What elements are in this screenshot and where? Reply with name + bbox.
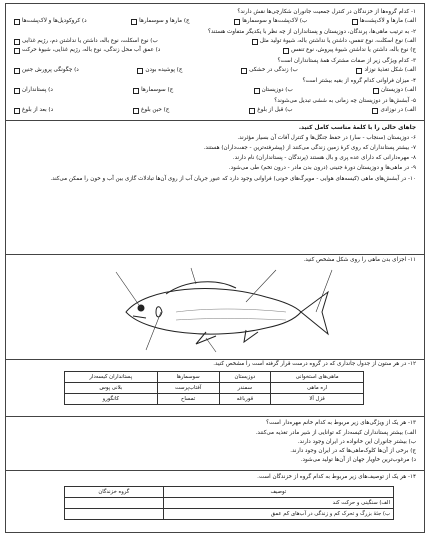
q2-option-b[interactable]: ب) نوع اسکلت، نوع باله، داشتن یا نداشتن دم، رژیم غذایی xyxy=(14,38,158,45)
table-header: توصیف xyxy=(163,487,393,498)
checkbox[interactable] xyxy=(137,68,143,74)
q13-item: ج) برخی از آن‌ها کلوک‌ماهی‌ها که در ایران وجود دارند. xyxy=(290,448,416,454)
reptile-description-table xyxy=(64,486,394,520)
q13-item: د) مرغوب‌ترین خاویار جهان از آن‌ها تولید می‌شود. xyxy=(300,457,416,463)
table-row xyxy=(65,509,394,520)
checkbox[interactable] xyxy=(241,68,247,74)
question-5-options xyxy=(14,107,416,114)
checkbox[interactable] xyxy=(249,108,255,114)
table-cell[interactable]: آفتاب‌پرست xyxy=(157,383,219,394)
table-cell: الف) سنگینی و حرکت کند xyxy=(163,498,393,509)
checkbox[interactable] xyxy=(14,108,20,114)
q4-option-b[interactable]: ب) دوزیستان xyxy=(254,87,293,94)
fill-item: ۱۰- در آبشش‌های ماهی (کیسه‌های هوایی - مویرگ‌های خونی) فراوانی وجود دارد که عبور جریان آب از روی آن‌ها تبادلات گازی بین آب و خون را ممکن می‌کند. xyxy=(50,176,416,182)
checkbox[interactable] xyxy=(14,88,20,94)
table-cell: ب) جثهٔ بزرگ و تحرک کم و زندگی در آب‌های کم عمق xyxy=(163,509,393,520)
q2-option-c[interactable]: ج) نوع باله، داشتن یا نداشتن شیوهٔ پیروش، نوع تنفس xyxy=(283,47,416,54)
q3-option-d[interactable]: د) چگونگی پرورش جنین xyxy=(14,67,79,74)
table-header: ماهی‌های استخوانی xyxy=(271,372,364,383)
answer-cell[interactable] xyxy=(65,509,164,520)
question-2-options-row2 xyxy=(14,47,416,54)
divider xyxy=(6,359,424,360)
question-1: ۱- کدام گروه‌ها از خزندگان در کنترل جمعیت جانوران شکارچی‌ها نقش دارند؟ xyxy=(237,9,416,15)
question-3: ۳- کدام ویژگی زیر از صفات مشترک همهٔ پستانداران است؟ xyxy=(277,58,416,64)
checkbox[interactable] xyxy=(352,19,358,25)
fill-item: ۷- بیشتر پستانداران که روی کرهٔ زمین زندگی می‌کنند از (پیشرفته‌ترین - جفت‌داران) هستند. xyxy=(203,145,416,151)
checkbox[interactable] xyxy=(356,68,362,74)
q1-option-c[interactable]: ج) مارها و سوسمارها xyxy=(131,18,189,25)
checkbox[interactable] xyxy=(254,88,260,94)
table-cell[interactable]: قورباغه xyxy=(219,394,271,405)
q2-option-a[interactable]: الف) نوع اسکلت، نوع تنفس، داشتن یا نداشتن باله، شیوهٔ تولید مثل xyxy=(252,38,416,45)
fish-diagram xyxy=(96,262,336,354)
question-3-options xyxy=(14,67,416,74)
question-2-options-row1 xyxy=(14,38,416,45)
table-header: دوزیستان xyxy=(219,372,271,383)
section-title-fill-blanks: جاهای خالی را با کلمهٔ مناسب کامل کنید. xyxy=(298,125,416,131)
q4-option-d[interactable]: د) پستانداران xyxy=(14,87,53,94)
checkbox[interactable] xyxy=(14,19,20,25)
q1-option-a[interactable]: الف) مارها و لاک‌پشت‌ها xyxy=(352,18,416,25)
q3-option-c[interactable]: ج) پوشیده بودن xyxy=(137,67,182,74)
checkbox[interactable] xyxy=(373,88,379,94)
fill-item: ۹- در ماهی‌ها و دوزیستان دورهٔ جنینی (درون بدن مادر - درون تخم) طی می‌شود. xyxy=(228,165,416,171)
checkbox[interactable] xyxy=(133,88,139,94)
q5-option-c[interactable]: ج) حین بلوغ xyxy=(133,107,169,114)
divider xyxy=(6,120,424,121)
question-4: ۴- میزان فراوانی کدام گروه از بقیه بیشتر است؟ xyxy=(302,78,416,84)
divider xyxy=(6,254,424,255)
question-14: ۱۴- هر یک از توصیف‌های زیر مربوط به کدام گروه از خزندگان است. xyxy=(257,474,416,480)
question-11: ۱۱- اجزای بدن ماهی را روی شکل مشخص کنید. xyxy=(303,257,416,263)
q3-option-b[interactable]: ب) زندگی در خشکی xyxy=(241,67,298,74)
question-13: ۱۳- هر یک از ویژگی‌های زیر مربوط به کدام خانم مهره‌دار است؟ xyxy=(266,420,416,426)
checkbox[interactable] xyxy=(131,19,137,25)
table-header-row xyxy=(65,487,394,498)
q5-option-b[interactable]: ب) قبل از بلوغ xyxy=(249,107,292,114)
question-1-options xyxy=(14,18,416,25)
fill-item: ۸- مهره‌دارانی که دارای عده پری و بال هستند (پرندگان - پستانداران) نام دارند. xyxy=(232,155,416,161)
question-2: ۲- به ترتیب ماهی‌ها، پرندگان، دوزیستان و پستانداران از چه نظر با یکدیگر متفاوت هستند؟ xyxy=(208,29,416,35)
q5-option-a[interactable]: الف) در نوزادی xyxy=(372,107,416,114)
q5-option-d[interactable]: د) بعد از بلوغ xyxy=(14,107,53,114)
q1-option-d[interactable]: د) کروکودیل‌ها و لاک‌پشت‌ها xyxy=(14,18,87,25)
table-header-row xyxy=(65,372,364,383)
checkbox[interactable] xyxy=(14,48,20,54)
q1-option-b[interactable]: ب) لاک‌پشت‌ها و سوسمارها xyxy=(234,18,307,25)
table-cell[interactable]: کانگورو xyxy=(65,394,158,405)
table-cell[interactable]: اره ماهی xyxy=(271,383,364,394)
table-row xyxy=(65,498,394,509)
table-header: پستانداران کیسه‌دار xyxy=(65,372,158,383)
divider xyxy=(6,416,424,417)
question-12: ۱۲- در هر ستون از جدول جانداری که در گروه درست قرار گرفته است را مشخص کنید. xyxy=(213,361,416,367)
table-row xyxy=(65,383,364,394)
checkbox[interactable] xyxy=(14,39,20,45)
checkbox[interactable] xyxy=(372,108,378,114)
q2-option-d[interactable]: د) عمق آب محل زندگی، نوع باله، رژیم غذایی، شیوهٔ حرکت xyxy=(14,47,160,54)
table-row xyxy=(65,394,364,405)
exam-page xyxy=(5,3,425,533)
table-cell[interactable]: قزل آلا xyxy=(271,394,364,405)
q13-item: ب) بیشتر جانوران این خانواده در ایران وجود دارند. xyxy=(297,439,416,445)
divider xyxy=(6,470,424,471)
q4-option-a[interactable]: الف) دوزیستان xyxy=(373,87,416,94)
table-cell[interactable]: تمساح xyxy=(157,394,219,405)
checkbox[interactable] xyxy=(234,19,240,25)
checkbox[interactable] xyxy=(252,39,258,45)
fish-outline-icon xyxy=(126,282,328,344)
checkbox[interactable] xyxy=(283,48,289,54)
table-cell[interactable]: سمندر xyxy=(219,383,271,394)
fill-item: ۶- دوزیستان (سنجاب - سار) در حفظ جنگل‌ها و کنترل آفات آن بسیار مؤثرند. xyxy=(237,135,416,141)
answer-cell[interactable] xyxy=(65,498,164,509)
q13-item: الف) بیشتر پستانداران کیسه‌دار که توانایی از شیر مادر تغذیه می‌کنند. xyxy=(255,430,416,436)
classification-table xyxy=(64,371,364,405)
table-cell[interactable]: بلانی پوس xyxy=(65,383,158,394)
table-header: سوسمارها xyxy=(157,372,219,383)
question-4-options xyxy=(14,87,416,94)
checkbox[interactable] xyxy=(14,68,20,74)
q3-option-a[interactable]: الف) شکل تغذیهٔ نوزاد xyxy=(356,67,416,74)
checkbox[interactable] xyxy=(133,108,139,114)
table-header: گروه خزندگان xyxy=(65,487,164,498)
question-5: ۵- آبشش‌ها در دوزیستان چه زمانی به ششی تبدیل می‌شوند؟ xyxy=(274,98,416,104)
q4-option-c[interactable]: ج) سوسمارها xyxy=(133,87,173,94)
